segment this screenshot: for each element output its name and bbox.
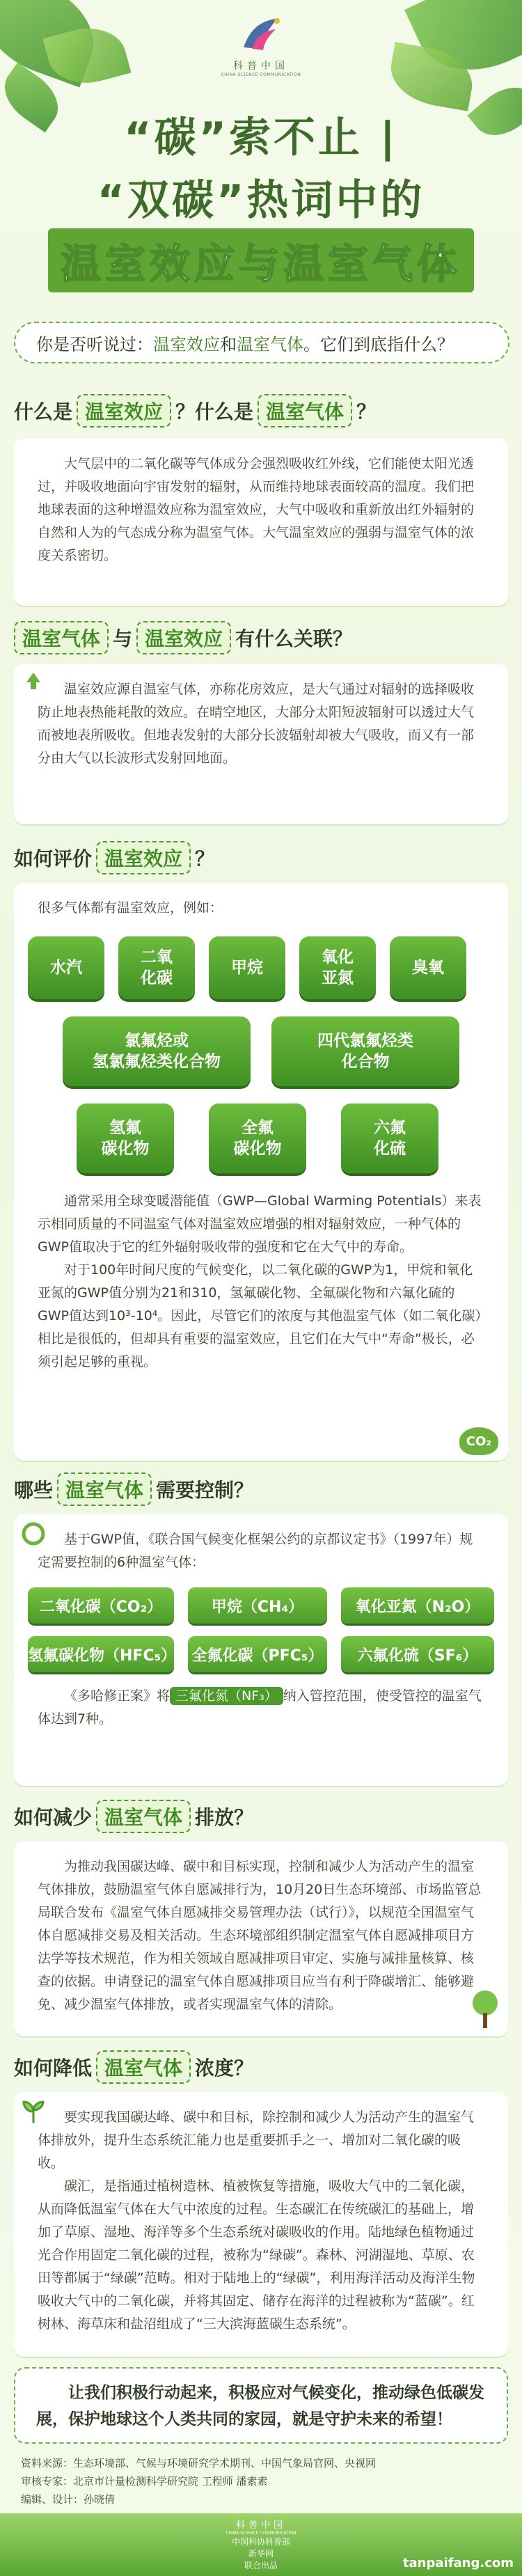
footer-org-3: 联合出品	[244, 2561, 278, 2570]
paragraph: 大气层中的二氧化碳等气体成分会强烈吸收红外线，它们能使太阳光透过，并吸收地面向宇宙发射的辐射，从而维持地球表面较高的温度。我们把地球表面的这种增温效应称为温室效应，大气中吸收和重新放出红外辐射的自然和人为的气态成分称为温室气体。大气温室效应的强弱与温室气体的浓度关系密切。	[38, 456, 475, 563]
controlled-gas-pfc: 全氟化碳（PFC₅）	[188, 1636, 327, 1672]
sprout-icon	[19, 2098, 47, 2126]
paragraph: 碳汇，是指通过植树造林、植被恢复等措施，吸收大气中的二氧化碳，从而降低温室气体在大气中浓度的过程。生态碳汇在传统碳汇的基础上，增加了草原、湿地、海洋等多个生态系统对碳吸收的作用。陆地绿色植物通过光合作用固定二氧化碳的过程，被称为“绿碳”。森林、河湖湿地、草原、农田等都属于“绿碳”范畴。相对于陆地上的“绿碳”，利用海洋活动及海洋生物吸收大气中的二氧化碳，并将其固定、储存在海洋的过程被称为“蓝碳”。红树林、海草床和盐沼组成了“三大滨海蓝碳生态系统”。	[38, 2178, 475, 2332]
gas-hfc4: 四代氯氟烃类 化合物	[271, 1016, 459, 1086]
header	[0, 0, 522, 317]
gwp-text	[14, 1187, 508, 1452]
recycle-icon	[19, 670, 47, 698]
gas-sf6: 六氟 化硫	[341, 1104, 438, 1173]
section-heading-2: 温室气体 与 温室效应 有什么关联？	[14, 621, 352, 654]
tree-icon	[469, 1988, 501, 2029]
title-line-1: “碳”索不止 |	[124, 113, 398, 162]
gas-cfc: 氯氟烃或 氢氯氟烃类化合物	[63, 1016, 251, 1086]
footer-logo-en: CHINA SCIENCE COMMUNICATION	[226, 2531, 296, 2536]
section-heading-4: 哪些 温室气体 需要控制？	[14, 1472, 253, 1506]
gas-co2: 二氧 化碳	[118, 936, 195, 999]
footer	[0, 2513, 522, 2576]
gas-n2o: 氧化 亚氮	[299, 936, 376, 999]
gas-pfc: 全氟 碳化物	[209, 1104, 306, 1173]
section-card-2	[14, 664, 508, 824]
controlled-gas-n2o: 氧化亚氮（N₂O）	[341, 1587, 494, 1624]
intro-question: 你是否听说过： 温室效应 和 温室气体 。它们到底指什么？	[14, 322, 509, 363]
logo-en-text: CHINA SCIENCE COMMUNICATION	[221, 72, 301, 77]
section-card-5	[14, 1841, 508, 2036]
footer-logo	[223, 2518, 299, 2571]
nf3-badge: 三氟化氮（NF₃）	[170, 1687, 283, 1705]
title-line-3: 温室效应与温室气体	[0, 228, 522, 292]
section-heading-6: 如何降低 温室气体 浓度？	[14, 2050, 253, 2084]
footer-org-2: 新华网	[248, 2549, 274, 2559]
kepu-logo	[220, 14, 302, 77]
paragraph: 通常采用全球变暖潜能值（GWP—Global Warming Potentials）来表示相同质量的不同温室气体对温室效应增强的相对辐射效应，一种气体的GWP值取决于它的红外辐射吸收带的强度和它在大气中的寿命。	[38, 1193, 482, 1255]
footer-org-1: 中国科协科普部	[231, 2537, 290, 2547]
section-heading-3: 如何评价 温室效应 ？	[14, 841, 214, 874]
credit-source: 资料来源：生态环境部、气候与环境研究学术期刊、中国气象局官网、央视网	[21, 2457, 377, 2469]
co2-badge: CO₂	[459, 1427, 498, 1455]
recycle-icon	[19, 1520, 47, 1548]
paragraph: 要实现我国碳达峰、碳中和目标，除控制和减少人为活动产生的温室气体排放外，提升生态系统汇能力也是重要抓手之一、增加对二氧化碳的吸收。	[38, 2110, 475, 2171]
logo-bird-icon	[237, 14, 285, 54]
section-heading-5: 如何减少 温室气体 排放？	[14, 1800, 253, 1833]
paragraph: 基于GWP值，《联合国气候变化框架公约的京都议定书》（1997年）规定需要控制的6种温室气体：	[38, 1532, 473, 1570]
gas-methane: 甲烷	[209, 936, 285, 999]
intro-text: 很多气体都有温室效应，例如：	[38, 900, 223, 916]
footer-logo-text: 科普中国	[235, 2520, 286, 2531]
credit-review: 审核专家：北京市计量检测科学研究院 工程师 潘素素	[21, 2475, 268, 2488]
gas-hfc: 氢氟 碳化物	[77, 1104, 174, 1173]
logo-text: 科普中国	[233, 61, 289, 72]
controlled-gas-co2: 二氧化碳（CO₂）	[28, 1587, 174, 1624]
credits	[21, 2454, 501, 2508]
paragraph: 为推动我国碳达峰、碳中和目标实现，控制和减少人为活动产生的温室气体排放，鼓励温室气体自愿减排行为，10月20日生态环境部、市场监管总局联合发布《温室气体自愿减排交易管理办法（试行）》，以规范全国温室气体自愿减排交易及相关活动。生态环境部组织制定温室气体自愿减排项目方法学等技术规范，作为相关领域自愿减排项目审定、实施与减排量核算、核查的依据。申请登记的温室气体自愿减排项目应当有利于降碳增汇、能够避免、减少温室气体排放，或者实现温室气体的清除。	[38, 1859, 482, 2012]
credit-editor: 编辑、设计：孙晓倩	[21, 2493, 116, 2506]
gas-water-vapor: 水汽	[28, 936, 104, 999]
controlled-gas-sf6: 六氟化硫（SF₆）	[341, 1636, 494, 1672]
doha-text: 《多哈修正案》将 三氟化氮（NF₃） 纳入管控范围，使受管控的温室气体达到7种。	[38, 1688, 482, 1727]
paragraph: 温室效应源自温室气体，亦称花房效应，是大气通过对辐射的选择吸收防止地表热能耗散的效应。在晴空地区，大部分太阳短波辐射可以透过大气而被地表所吸收。但地表发射的大部分长波辐射却被大气吸收，而又有一部分由大气以长波形式发射回地面。	[38, 682, 475, 766]
controlled-gas-hfc: 氢氟碳化物（HFC₅）	[28, 1636, 174, 1672]
section-card-1	[14, 439, 508, 606]
section-heading-1: 什么是 温室效应 ？什么是 温室气体 ？	[14, 394, 376, 427]
paragraph: 对于100年时间尺度的气候变化，以二氧化碳的GWP为1，甲烷和氧化亚氮的GWP值分别为21和310，氢氟碳化物、全氟碳化物和六氟化硫的GWP值达到10³-10⁴。因此，尽管它们的浓度与其他温室气体（如二氧化碳）相比是很低的，但却具有重要的温室效应，且它们在大气中“寿命”极长，必须引起足够的重视。	[38, 1262, 482, 1369]
closing-statement: 让我们积极行动起来，积极应对气候变化，推动绿色低碳发展，保护地球这个人类共同的家园，就是守护未来的希望！	[14, 2367, 508, 2444]
controlled-gas-ch4: 甲烷（CH₄）	[188, 1587, 327, 1624]
watermark: tanpaifang.com	[402, 2556, 514, 2570]
section-card-6	[14, 2092, 508, 2357]
title-line-2: “双碳”热词中的	[97, 176, 425, 225]
gas-ozone: 臭氧	[390, 936, 466, 999]
